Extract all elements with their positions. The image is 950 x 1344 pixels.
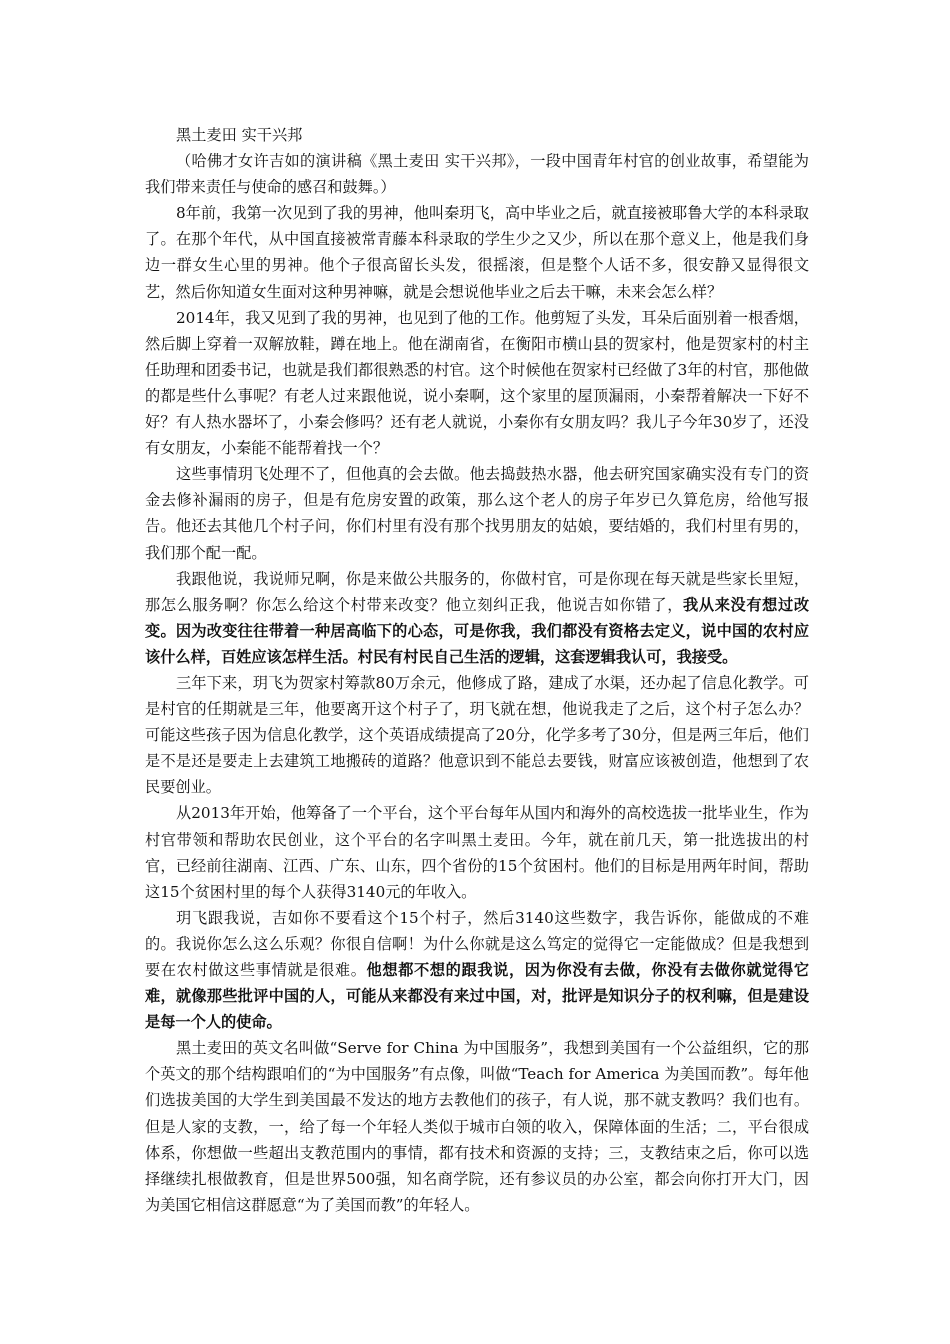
document-page xyxy=(145,122,809,1218)
text-run: 2014年，我又见到了我的男神，也见到了他的工作。他剪短了头发，耳朵后面别着一根香烟，然后脚上穿着一双解放鞋，蹲在地上。他在湖南省，在衡阳市横山县的贺家村，他是贺家村的村主任助理和团委书记，也就是我们都很熟悉的村官。这个时候他在贺家村已经做了3年的村官，那他做的都是些什么事呢？有老人过来跟他说，说小秦啊，这个家里的屋顶漏雨，小秦帮着解决一下好不好？有人热水器坏了，小秦会修吗？还有老人就说，小秦你有女朋友吗？我儿子今年30岁了，还没有女朋友，小秦能不能帮着找一个？ xyxy=(145,308,809,458)
text-run: 三年下来，玥飞为贺家村筹款80万余元，他修成了路，建成了水渠，还办起了信息化教学。可是村官的任期就是三年，他要离开这个村子了，玥飞就在想，他说我走了之后，这个村子怎么办？可能这些孩子因为信息化教学，这个英语成绩提高了20分，化学多考了30分，但是两三年后，他们是不是还是要走上去建筑工地搬砖的道路？他意识到不能总去要钱，财富应该被创造，他想到了农民要创业。 xyxy=(145,673,809,797)
bold-text: 我从来没有想过改变。因为改变往往带着一种居高临下的心态，可是你我，我们都没有资格去定义，说中国的农村应该什么样，百姓应该怎样生活。村民有村民自己生活的逻辑，这套逻辑我认可，我接受。 xyxy=(145,595,810,666)
paragraph xyxy=(145,905,809,1035)
text-run: 我跟他说，我说师兄啊，你是来做公共服务的，你做村官，可是你现在每天就是些家长里短，那怎么服务啊？你怎么给这个村带来改变？他立刻纠正我，他说吉如你错了， xyxy=(145,569,809,614)
paragraph xyxy=(145,461,809,565)
paragraph xyxy=(145,305,809,462)
paragraph xyxy=(145,200,809,304)
bold-text: 他想都不想的跟我说，因为你没有去做，你没有去做你就觉得它难，就像那些批评中国的人，可能从来都没有来过中国，对，批评是知识分子的权利嘛，但是建设是每一个人的使命。 xyxy=(145,961,810,1032)
document-title: 黑土麦田 实干兴邦 xyxy=(176,126,303,144)
paragraph xyxy=(145,148,809,200)
paragraph xyxy=(145,670,809,800)
paragraph xyxy=(145,566,809,670)
paragraph xyxy=(145,800,809,904)
text-run: 玥飞跟我说，吉如你不要看这个15个村子，然后3140这些数字，我告诉你，能做成的不难的。我说你怎么这么乐观？你很自信啊！为什么你就是这么笃定的觉得它一定能做成？但是我想到要在农村做这些事情就是很难。 xyxy=(145,908,809,979)
text-run: （哈佛才女许吉如的演讲稿《黑土麦田 实干兴邦》，一段中国青年村官的创业故事，希望能为我们带来责任与使命的感召和鼓舞。） xyxy=(145,152,809,197)
text-run: 黑土麦田的英文名叫做“Serve for China 为中国服务”，我想到美国有一个公益组织，它的那个英文的那个结构跟咱们的“为中国服务”有点像，叫做“Teach for America 为美国而教”。每年他们选拔美国的大学生到美国最不发达的地方去教他们的孩子，有人说，那不就支教吗？我们也有。但是人家的支教，一，给了每一个年轻人类似于城市白领的收入，保障体面的生活；二，平台很成体系，你想做一些超出支教范围内的事情，都有技术和资源的支持；三，支教结束之后，你可以选择继续扎根做教育，但是世界500强，知名商学院，还有参议员的办公室，都会向你打开大门，因为美国它相信这群愿意“为了美国而教”的年轻人。 xyxy=(145,1039,809,1214)
paragraph xyxy=(145,1035,809,1218)
text-run: 8年前，我第一次见到了我的男神，他叫秦玥飞，高中毕业之后，就直接被耶鲁大学的本科录取了。在那个年代，从中国直接被常青藤本科录取的学生少之又少，所以在那个意义上，他是我们身边一群女生心里的男神。他个子很高留长头发，很摇滚，但是整个人话不多，很安静又显得很文艺，然后你知道女生面对这种男神嘛，就是会想说他毕业之后去干嘛，未来会怎么样？ xyxy=(145,204,809,301)
text-run: 这些事情玥飞处理不了，但他真的会去做。他去捣鼓热水器，他去研究国家确实没有专门的资金去修补漏雨的房子，但是有危房安置的政策，那么这个老人的房子年岁已久算危房，给他写报告。他还去其他几个村子问，你们村里有没有那个找男朋友的姑娘，要结婚的，我们村里有男的，我们那个配一配。 xyxy=(145,465,809,562)
text-run: 从2013年开始，他筹备了一个平台，这个平台每年从国内和海外的高校选拔一批毕业生，作为村官带领和帮助农民创业，这个平台的名字叫黑土麦田。今年，就在前几天，第一批选拔出的村官，已经前往湖南、江西、广东、山东，四个省份的15个贫困村。他们的目标是用两年时间，帮助这15个贫困村里的每个人获得3140元的年收入。 xyxy=(145,804,809,901)
document-body xyxy=(145,148,809,1218)
